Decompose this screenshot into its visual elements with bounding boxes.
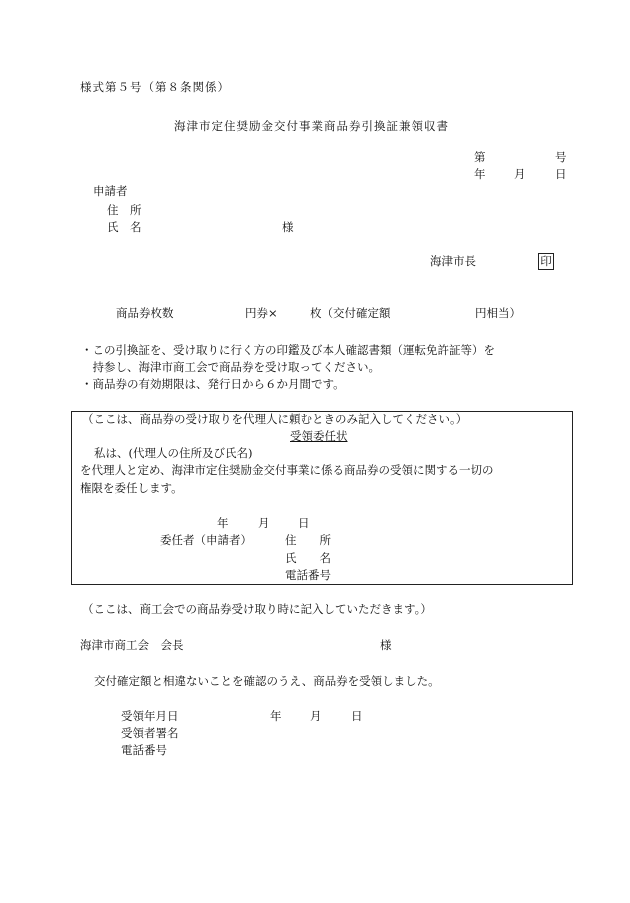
proxy-line-2: を代理人と定め、海津市定住奨励金交付事業に係る商品券の受領に関する一切の [80, 463, 494, 477]
form-number: 様式第５号（第８条関係） [80, 80, 230, 94]
doc-date-month: 月 [514, 167, 526, 181]
proxy-line-3: 権限を委任します。 [80, 481, 183, 495]
delegator-label: 委任者（申請者） [160, 533, 252, 547]
proxy-line-1: 私は、(代理人の住所及び氏名) [94, 446, 253, 460]
chamber-note: （ここは、商工会での商品券受け取り時に記入していただきます。） [82, 602, 432, 616]
note-line: ・この引換証を、受け取りに行く方の印鑑及び本人確認書類（運転免許証等）を [81, 343, 495, 357]
proxy-date-day: 日 [298, 516, 310, 530]
receipt-phone-label: 電話番号 [121, 743, 167, 757]
sheets-label: 枚（交付確定額 [310, 306, 391, 320]
applicant-heading: 申請者 [93, 184, 128, 198]
voucher-count-label: 商品券枚数 [116, 306, 174, 320]
confirmation-text: 交付確定額と相違ないことを確認のうえ、商品券を受領しました。 [94, 674, 440, 688]
doc-date-year: 年 [474, 167, 486, 181]
applicant-honorific: 様 [282, 220, 294, 234]
chamber-honorific: 様 [380, 638, 392, 652]
yen-ticket-label: 円券× [245, 306, 278, 320]
receipt-signature-label: 受領者署名 [121, 726, 179, 740]
proxy-phone-label: 電話番号 [285, 568, 331, 582]
chamber-name: 海津市商工会 会長 [80, 638, 184, 652]
note-line: ・商品券の有効期限は、発行日から６か月間です。 [81, 377, 345, 391]
proxy-date-month: 月 [258, 516, 270, 530]
mayor-label: 海津市長 [430, 254, 476, 268]
applicant-address-label: 住 所 [107, 203, 142, 217]
doc-no-prefix: 第 [474, 150, 486, 164]
proxy-note: （ここは、商品券の受け取りを代理人に頼むときのみ記入してください。） [82, 412, 468, 426]
proxy-name-label: 氏 名 [285, 551, 331, 565]
proxy-date-year: 年 [217, 516, 229, 530]
receipt-date-label: 受領年月日 [121, 709, 179, 723]
receipt-month: 月 [310, 709, 322, 723]
document-title: 海津市定住奨励金交付事業商品券引換証兼領収書 [174, 119, 449, 133]
receipt-year: 年 [270, 709, 282, 723]
note-line: 持参し、海津市商工会で商品券を受け取ってください。 [81, 360, 380, 374]
proxy-address-label: 住 所 [285, 533, 331, 547]
proxy-title: 受領委任状 [290, 429, 348, 443]
doc-no-suffix: 号 [555, 150, 567, 164]
receipt-day: 日 [351, 709, 363, 723]
applicant-name-label: 氏 名 [107, 220, 142, 234]
equivalent-label: 円相当） [475, 306, 521, 320]
doc-date-day: 日 [555, 167, 567, 181]
seal-stamp: 印 [538, 253, 554, 270]
